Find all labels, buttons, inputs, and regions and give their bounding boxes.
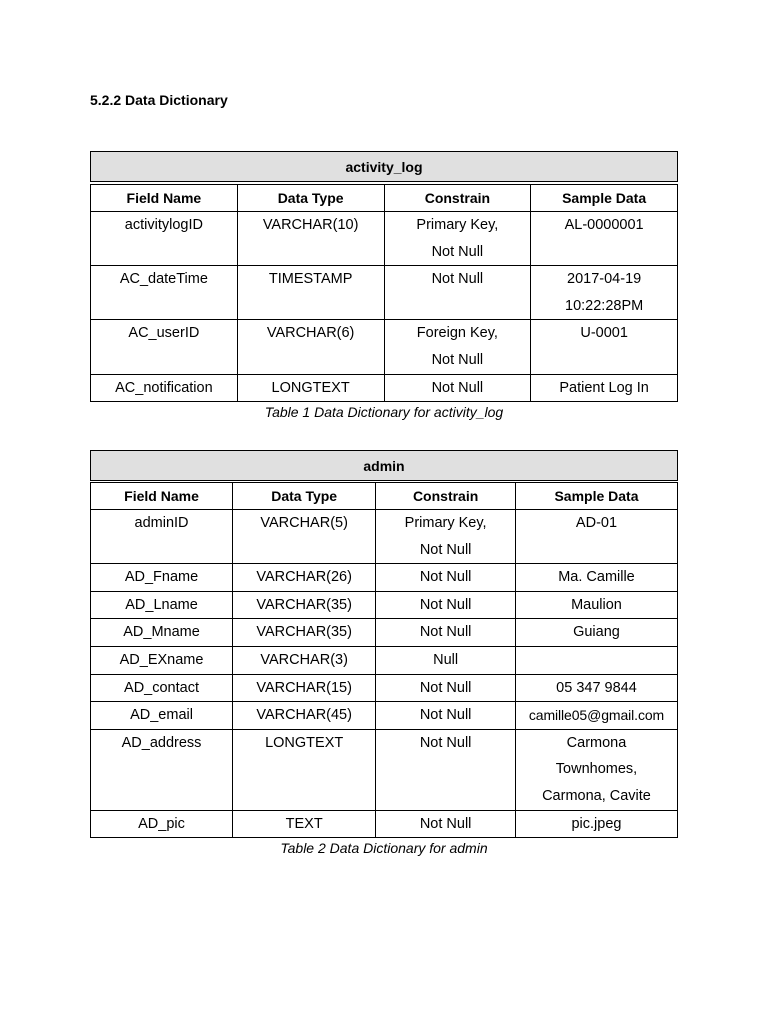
cell-data-type: VARCHAR(5) xyxy=(233,510,376,564)
table-row xyxy=(91,320,678,374)
table-row xyxy=(91,374,678,402)
table-caption: Table 2 Data Dictionary for admin xyxy=(280,840,488,857)
table-row xyxy=(91,674,678,702)
cell-data-type: VARCHAR(6) xyxy=(237,320,384,374)
cell-constrain: Primary Key, Not Null xyxy=(384,212,531,266)
header-row xyxy=(91,185,678,212)
column-header-field-name: Field Name xyxy=(91,483,233,510)
cell-constrain: Not Null xyxy=(376,591,516,619)
cell-field-name: AD_address xyxy=(91,729,233,810)
table-activity-log xyxy=(90,151,678,420)
cell-constrain: Primary Key, Not Null xyxy=(376,510,516,564)
cell-data-type: VARCHAR(15) xyxy=(233,674,376,702)
cell-data-type: VARCHAR(3) xyxy=(233,646,376,674)
cell-field-name: AD_Lname xyxy=(91,591,233,619)
cell-sample-data: camille05@gmail.com xyxy=(515,702,677,730)
table-row xyxy=(91,266,678,320)
cell-field-name: AD_email xyxy=(91,702,233,730)
column-header-sample-data: Sample Data xyxy=(515,483,677,510)
cell-constrain: Not Null xyxy=(384,374,531,402)
table-row xyxy=(91,810,678,838)
table-row xyxy=(91,212,678,266)
table-row xyxy=(91,510,678,564)
cell-constrain: Foreign Key, Not Null xyxy=(384,320,531,374)
cell-field-name: AD_Fname xyxy=(91,564,233,592)
table-row xyxy=(91,591,678,619)
cell-sample-data: 05 347 9844 xyxy=(515,674,677,702)
table-title: admin xyxy=(90,450,678,481)
data-dictionary-table xyxy=(90,482,678,838)
cell-sample-data: Guiang xyxy=(515,619,677,647)
cell-data-type: TIMESTAMP xyxy=(237,266,384,320)
section-title: 5.2.2 Data Dictionary xyxy=(90,92,228,108)
cell-field-name: AD_contact xyxy=(91,674,233,702)
cell-field-name: AD_EXname xyxy=(91,646,233,674)
cell-sample-data xyxy=(515,646,677,674)
table-row xyxy=(91,729,678,810)
cell-data-type: TEXT xyxy=(233,810,376,838)
cell-constrain: Not Null xyxy=(376,674,516,702)
header-row xyxy=(91,483,678,510)
cell-data-type: LONGTEXT xyxy=(233,729,376,810)
cell-sample-data: Patient Log In xyxy=(531,374,678,402)
cell-sample-data: Maulion xyxy=(515,591,677,619)
data-dictionary-table xyxy=(90,184,678,402)
cell-sample-data: Ma. Camille xyxy=(515,564,677,592)
column-header-constrain: Constrain xyxy=(384,185,531,212)
cell-sample-data: 2017-04-19 10:22:28PM xyxy=(531,266,678,320)
cell-constrain: Not Null xyxy=(376,619,516,647)
cell-field-name: AD_Mname xyxy=(91,619,233,647)
cell-sample-data: pic.jpeg xyxy=(515,810,677,838)
cell-field-name: AC_dateTime xyxy=(91,266,238,320)
cell-field-name: activitylogID xyxy=(91,212,238,266)
cell-constrain: Not Null xyxy=(376,810,516,838)
table-row xyxy=(91,619,678,647)
cell-data-type: VARCHAR(26) xyxy=(233,564,376,592)
table-admin xyxy=(90,450,678,856)
cell-field-name: AC_notification xyxy=(91,374,238,402)
cell-data-type: LONGTEXT xyxy=(237,374,384,402)
cell-field-name: AD_pic xyxy=(91,810,233,838)
cell-constrain: Not Null xyxy=(384,266,531,320)
cell-field-name: AC_userID xyxy=(91,320,238,374)
cell-constrain: Null xyxy=(376,646,516,674)
column-header-data-type: Data Type xyxy=(237,185,384,212)
column-header-constrain: Constrain xyxy=(376,483,516,510)
table-caption: Table 1 Data Dictionary for activity_log xyxy=(264,404,504,421)
cell-data-type: VARCHAR(35) xyxy=(233,591,376,619)
table-row xyxy=(91,564,678,592)
cell-sample-data: U-0001 xyxy=(531,320,678,374)
cell-field-name: adminID xyxy=(91,510,233,564)
table-title: activity_log xyxy=(90,151,678,182)
column-header-data-type: Data Type xyxy=(233,483,376,510)
cell-constrain: Not Null xyxy=(376,702,516,730)
cell-constrain: Not Null xyxy=(376,729,516,810)
cell-data-type: VARCHAR(35) xyxy=(233,619,376,647)
cell-sample-data: AD-01 xyxy=(515,510,677,564)
cell-data-type: VARCHAR(45) xyxy=(233,702,376,730)
cell-sample-data: AL-0000001 xyxy=(531,212,678,266)
column-header-field-name: Field Name xyxy=(91,185,238,212)
table-row xyxy=(91,646,678,674)
column-header-sample-data: Sample Data xyxy=(531,185,678,212)
cell-sample-data: Carmona Townhomes, Carmona, Cavite xyxy=(515,729,677,810)
table-row xyxy=(91,702,678,730)
cell-data-type: VARCHAR(10) xyxy=(237,212,384,266)
cell-constrain: Not Null xyxy=(376,564,516,592)
